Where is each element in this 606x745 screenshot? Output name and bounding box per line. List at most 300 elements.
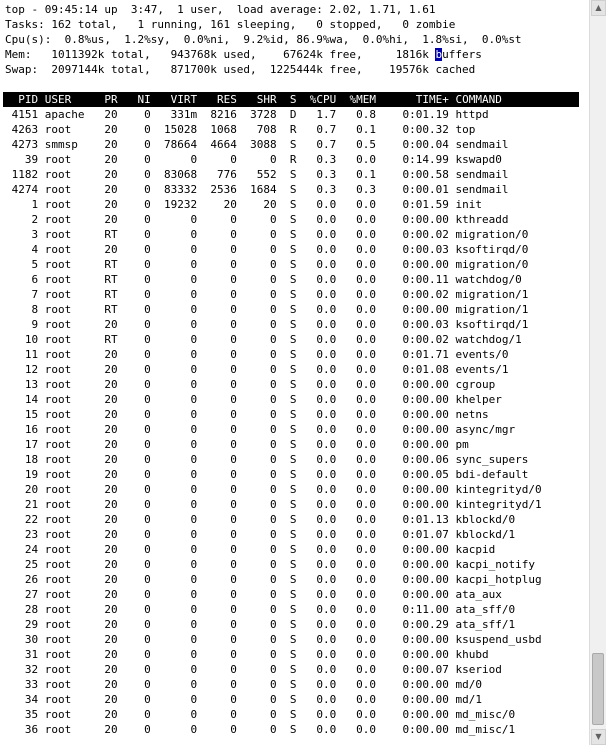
cell-time: 0:00.00 (402, 213, 449, 226)
cell-pid: 31 (24, 648, 39, 661)
cell-res: 8216 (210, 108, 237, 121)
cell-s: S (289, 378, 297, 391)
cell-virt: 0 (190, 678, 198, 691)
cell-command: khubd (455, 648, 489, 661)
cell-user: root (44, 393, 72, 406)
cell-ni: 0 (144, 228, 151, 241)
cell-command: events/0 (455, 348, 509, 361)
cell-mem: 0.0 (356, 408, 376, 421)
cell-command: init (455, 198, 482, 211)
process-row (5, 722, 589, 737)
cell-virt: 0 (190, 513, 198, 526)
cell-command: ksoftirqd/0 (455, 243, 529, 256)
cell-time: 0:00.07 (402, 663, 449, 676)
cell-pr: 20 (104, 168, 118, 181)
cell-time: 0:00.01 (402, 183, 449, 196)
cell-res: 0 (230, 468, 237, 481)
cell-s: S (289, 408, 297, 421)
cell-s: S (289, 468, 297, 481)
cell-shr: 0 (270, 633, 277, 646)
cell-cpu: 0.0 (316, 468, 337, 481)
cell-s: S (289, 618, 297, 631)
cell-mem: 0.0 (356, 468, 376, 481)
cell-pid: 1 (31, 198, 39, 211)
cell-pr: RT (104, 333, 118, 346)
cell-user: root (44, 183, 72, 196)
cell-command: kacpid (455, 543, 496, 556)
cell-ni: 0 (144, 423, 151, 436)
cell-ni: 0 (144, 483, 151, 496)
cell-ni: 0 (144, 678, 151, 691)
cell-user: root (44, 663, 72, 676)
cell-mem: 0.0 (356, 288, 376, 301)
cell-res: 0 (230, 513, 237, 526)
cell-s: S (289, 663, 297, 676)
cell-res: 0 (230, 318, 237, 331)
cell-ni: 0 (144, 288, 151, 301)
cell-time: 0:00.02 (402, 228, 449, 241)
cell-user: root (44, 708, 72, 721)
cell-mem: 0.0 (356, 678, 376, 691)
cell-command: sendmail (455, 138, 509, 151)
cell-pid: 30 (24, 633, 39, 646)
cell-time: 0:00.00 (402, 678, 449, 691)
cell-cpu: 0.0 (316, 498, 337, 511)
process-row (5, 122, 589, 137)
cell-command: ata_sff/0 (455, 603, 516, 616)
cell-res: 0 (230, 663, 237, 676)
cell-mem: 0.0 (356, 708, 376, 721)
cell-shr: 0 (270, 588, 277, 601)
cell-mem: 0.0 (356, 543, 376, 556)
cell-user: root (44, 243, 72, 256)
scrollbar-thumb[interactable] (592, 653, 604, 725)
cell-res: 0 (230, 348, 237, 361)
cell-s: S (289, 363, 297, 376)
cell-ni: 0 (144, 438, 151, 451)
cell-s: S (289, 573, 297, 586)
cell-pr: 20 (104, 393, 118, 406)
cell-shr: 1684 (250, 183, 277, 196)
cell-user: root (44, 303, 72, 316)
cell-ni: 0 (144, 693, 151, 706)
cell-pid: 16 (24, 423, 39, 436)
cell-cpu: 0.0 (316, 228, 337, 241)
cell-shr: 0 (270, 468, 277, 481)
cell-res: 0 (230, 528, 237, 541)
cell-ni: 0 (144, 663, 151, 676)
cell-time: 0:00.11 (402, 273, 449, 286)
cell-mem: 0.8 (356, 108, 376, 121)
cell-shr: 0 (270, 693, 277, 706)
process-row (5, 227, 589, 242)
cell-user: root (44, 168, 72, 181)
cell-res: 0 (230, 588, 237, 601)
cell-ni: 0 (144, 138, 151, 151)
cell-res: 0 (230, 153, 237, 166)
cell-s: S (289, 183, 297, 196)
cell-s: S (289, 138, 297, 151)
process-row (5, 482, 589, 497)
cell-ni: 0 (144, 603, 151, 616)
cell-res: 0 (230, 678, 237, 691)
cell-command: ata_sff/1 (455, 618, 516, 631)
cell-time: 0:00.00 (402, 423, 449, 436)
cell-mem: 0.0 (356, 573, 376, 586)
cell-time: 0:00.00 (402, 498, 449, 511)
cell-command: kintegrityd/1 (455, 498, 542, 511)
cell-virt: 0 (190, 258, 198, 271)
cell-s: S (289, 243, 297, 256)
cell-pid: 21 (24, 498, 39, 511)
process-row (5, 647, 589, 662)
cell-cpu: 0.0 (316, 513, 337, 526)
cell-virt: 0 (190, 423, 198, 436)
process-row (5, 542, 589, 557)
cell-pid: 14 (24, 393, 39, 406)
cell-ni: 0 (144, 243, 151, 256)
process-row (5, 467, 589, 482)
cell-s: S (289, 333, 297, 346)
cell-time: 0:00.03 (402, 243, 449, 256)
cell-mem: 0.0 (356, 243, 376, 256)
cell-time: 0:00.06 (402, 453, 449, 466)
process-row (5, 317, 589, 332)
cell-res: 0 (230, 483, 237, 496)
cell-cpu: 0.0 (316, 363, 337, 376)
cell-res: 0 (230, 693, 237, 706)
cell-pid: 39 (24, 153, 39, 166)
cell-shr: 20 (263, 198, 277, 211)
cell-user: root (44, 498, 72, 511)
cell-ni: 0 (144, 618, 151, 631)
cell-virt: 0 (190, 558, 198, 571)
cell-pid: 27 (24, 588, 39, 601)
cell-pid: 23 (24, 528, 39, 541)
cell-res: 0 (230, 648, 237, 661)
cell-pid: 22 (24, 513, 39, 526)
cell-shr: 0 (270, 558, 277, 571)
cell-mem: 0.1 (356, 123, 376, 136)
cell-shr: 0 (270, 438, 277, 451)
cell-res: 0 (230, 273, 237, 286)
cell-mem: 0.5 (356, 138, 376, 151)
cell-command: top (455, 123, 476, 136)
cell-mem: 0.0 (356, 348, 376, 361)
cell-ni: 0 (144, 168, 151, 181)
cell-command: events/1 (455, 363, 509, 376)
cell-command: kblockd/1 (455, 528, 516, 541)
cell-cpu: 0.0 (316, 243, 337, 256)
process-row (5, 632, 589, 647)
cell-mem: 0.0 (356, 648, 376, 661)
cell-mem: 0.0 (356, 483, 376, 496)
cell-shr: 0 (270, 213, 277, 226)
cell-pid: 15 (24, 408, 39, 421)
cell-virt: 0 (190, 588, 198, 601)
cell-time: 0:00.04 (402, 138, 449, 151)
cell-virt: 0 (190, 228, 198, 241)
cell-pid: 13 (24, 378, 39, 391)
process-row (5, 407, 589, 422)
cell-command: cgroup (455, 378, 496, 391)
cell-cpu: 0.0 (316, 648, 337, 661)
cell-pr: 20 (104, 213, 118, 226)
cell-s: S (289, 288, 297, 301)
cell-virt: 0 (190, 333, 198, 346)
uptime-line: top - 09:45:14 up 3:47, 1 user, load average: 2.02, 1.71, 1.61 (5, 3, 436, 16)
cell-shr: 0 (270, 318, 277, 331)
cell-time: 0:00.00 (402, 648, 449, 661)
cell-res: 0 (230, 438, 237, 451)
cell-virt: 0 (190, 663, 198, 676)
cell-cpu: 0.0 (316, 438, 337, 451)
cell-res: 0 (230, 573, 237, 586)
cell-user: root (44, 258, 72, 271)
cell-user: root (44, 363, 72, 376)
cell-s: S (289, 423, 297, 436)
cell-ni: 0 (144, 123, 151, 136)
cell-ni: 0 (144, 333, 151, 346)
cell-command: migration/0 (455, 258, 529, 271)
cell-virt: 0 (190, 483, 198, 496)
cell-command: watchdog/1 (455, 333, 522, 346)
cell-mem: 0.0 (356, 453, 376, 466)
cell-user: root (44, 528, 72, 541)
cell-virt: 0 (190, 363, 198, 376)
process-row (5, 137, 589, 152)
cell-virt: 0 (190, 213, 198, 226)
cell-mem: 0.0 (356, 498, 376, 511)
cell-cpu: 0.0 (316, 318, 337, 331)
column-header-user: USER (44, 93, 72, 106)
cell-virt: 0 (190, 543, 198, 556)
cell-virt: 78664 (164, 138, 198, 151)
cell-res: 0 (230, 423, 237, 436)
cell-cpu: 0.0 (316, 558, 337, 571)
cell-pid: 18 (24, 453, 39, 466)
cell-pid: 24 (24, 543, 39, 556)
column-header-mem: %MEM (349, 93, 376, 106)
cell-pid: 35 (24, 708, 39, 721)
cell-user: root (44, 333, 72, 346)
blank-line (5, 77, 589, 92)
cell-virt: 19232 (164, 198, 198, 211)
cell-res: 0 (230, 303, 237, 316)
cell-pr: 20 (104, 723, 118, 736)
cell-mem: 0.0 (356, 663, 376, 676)
cell-user: root (44, 603, 72, 616)
cell-time: 0:00.58 (402, 168, 449, 181)
process-row (5, 437, 589, 452)
cell-command: kswapd0 (455, 153, 502, 166)
cell-cpu: 0.0 (316, 408, 337, 421)
cell-res: 0 (230, 288, 237, 301)
cell-pr: 20 (104, 348, 118, 361)
cell-virt: 0 (190, 618, 198, 631)
cell-cpu: 0.0 (316, 378, 337, 391)
cell-shr: 552 (256, 168, 277, 181)
process-row (5, 422, 589, 437)
cell-res: 0 (230, 333, 237, 346)
vertical-scrollbar[interactable] (589, 0, 606, 745)
cell-user: root (44, 408, 72, 421)
cell-time: 0:00.32 (402, 123, 449, 136)
process-row (5, 242, 589, 257)
cell-shr: 708 (256, 123, 277, 136)
process-row (5, 257, 589, 272)
cell-pr: 20 (104, 243, 118, 256)
cell-command: md_misc/0 (455, 708, 516, 721)
cell-shr: 0 (270, 423, 277, 436)
process-row (5, 332, 589, 347)
cell-virt: 0 (190, 288, 198, 301)
cell-command: md/1 (455, 693, 482, 706)
cell-pr: 20 (104, 318, 118, 331)
cell-mem: 0.0 (356, 303, 376, 316)
cell-pr: 20 (104, 648, 118, 661)
column-header-shr: SHR (256, 93, 277, 106)
cell-virt: 0 (190, 348, 198, 361)
cell-mem: 0.0 (356, 273, 376, 286)
cell-cpu: 0.0 (316, 663, 337, 676)
cell-res: 776 (217, 168, 237, 181)
cell-s: S (289, 723, 297, 736)
cell-virt: 0 (190, 453, 198, 466)
cell-s: S (289, 318, 297, 331)
cell-ni: 0 (144, 723, 151, 736)
cell-s: S (289, 513, 297, 526)
cell-user: root (44, 648, 72, 661)
cell-cpu: 0.0 (316, 528, 337, 541)
cell-time: 0:00.00 (402, 708, 449, 721)
cell-command: httpd (455, 108, 489, 121)
cell-res: 0 (230, 498, 237, 511)
cell-res: 0 (230, 408, 237, 421)
cell-user: root (44, 213, 72, 226)
cell-res: 2536 (210, 183, 237, 196)
cell-command: sendmail (455, 183, 509, 196)
process-row (5, 167, 589, 182)
cell-s: R (289, 123, 297, 136)
cell-pr: 20 (104, 708, 118, 721)
cell-pr: 20 (104, 123, 118, 136)
cell-user: root (44, 123, 72, 136)
cell-mem: 0.0 (356, 603, 376, 616)
cell-cpu: 0.0 (316, 678, 337, 691)
cell-ni: 0 (144, 708, 151, 721)
cell-virt: 0 (190, 303, 198, 316)
cell-mem: 0.0 (356, 693, 376, 706)
cell-mem: 0.0 (356, 318, 376, 331)
cell-virt: 0 (190, 603, 198, 616)
cell-command: kacpi_hotplug (455, 573, 542, 586)
process-row (5, 347, 589, 362)
cell-res: 1068 (210, 123, 237, 136)
cell-ni: 0 (144, 318, 151, 331)
cell-pid: 20 (24, 483, 39, 496)
cell-mem: 0.1 (356, 168, 376, 181)
cell-pid: 4274 (11, 183, 39, 196)
cell-cpu: 0.0 (316, 348, 337, 361)
cell-user: root (44, 483, 72, 496)
cell-shr: 0 (270, 243, 277, 256)
process-row (5, 587, 589, 602)
cell-ni: 0 (144, 543, 151, 556)
cell-user: root (44, 348, 72, 361)
process-row (5, 662, 589, 677)
cell-res: 0 (230, 723, 237, 736)
cell-pr: 20 (104, 108, 118, 121)
cpu-line: Cpu(s): 0.8%us, 1.2%sy, 0.0%ni, 9.2%id, 86.9%wa, 0.0%hi, 1.8%si, 0.0%st (5, 33, 522, 46)
cell-pid: 4273 (11, 138, 39, 151)
cell-s: S (289, 303, 297, 316)
cell-s: S (289, 273, 297, 286)
cell-time: 0:01.13 (402, 513, 449, 526)
cell-res: 0 (230, 213, 237, 226)
cell-cpu: 0.3 (316, 153, 337, 166)
cell-cpu: 0.7 (316, 123, 337, 136)
cell-time: 0:00.00 (402, 438, 449, 451)
mem-line (5, 47, 589, 62)
cell-command: kseriod (455, 663, 502, 676)
cell-time: 0:00.00 (402, 693, 449, 706)
cell-shr: 0 (270, 228, 277, 241)
cell-pr: 20 (104, 528, 118, 541)
cell-mem: 0.0 (356, 423, 376, 436)
cell-s: R (289, 153, 297, 166)
cell-pr: 20 (104, 633, 118, 646)
cell-mem: 0.0 (356, 363, 376, 376)
cell-command: bdi-default (455, 468, 529, 481)
cell-user: apache (44, 108, 85, 121)
cell-mem: 0.0 (356, 393, 376, 406)
cell-shr: 0 (270, 483, 277, 496)
cell-cpu: 0.0 (316, 288, 337, 301)
cell-pid: 11 (24, 348, 39, 361)
process-row (5, 302, 589, 317)
cell-cpu: 1.7 (316, 108, 337, 121)
cell-ni: 0 (144, 108, 151, 121)
cell-shr: 0 (270, 648, 277, 661)
cell-cpu: 0.3 (316, 183, 337, 196)
cell-shr: 0 (270, 153, 277, 166)
cell-shr: 0 (270, 303, 277, 316)
process-row (5, 377, 589, 392)
cell-user: root (44, 678, 72, 691)
cell-pr: 20 (104, 663, 118, 676)
cell-command: pm (455, 438, 469, 451)
column-header-time: TIME+ (415, 93, 449, 106)
cell-user: root (44, 318, 72, 331)
cell-shr: 0 (270, 513, 277, 526)
cell-shr: 0 (270, 618, 277, 631)
cell-user: root (44, 543, 72, 556)
cell-shr: 0 (270, 363, 277, 376)
cell-pid: 29 (24, 618, 39, 631)
cell-cpu: 0.0 (316, 693, 337, 706)
arrow-up-icon[interactable]: ▲ (591, 0, 606, 16)
cell-s: S (289, 528, 297, 541)
cell-ni: 0 (144, 513, 151, 526)
process-row (5, 572, 589, 587)
cell-user: root (44, 558, 72, 571)
cell-ni: 0 (144, 273, 151, 286)
cell-mem: 0.0 (356, 618, 376, 631)
arrow-down-icon[interactable]: ▼ (591, 729, 606, 745)
cell-ni: 0 (144, 183, 151, 196)
cell-mem: 0.3 (356, 183, 376, 196)
